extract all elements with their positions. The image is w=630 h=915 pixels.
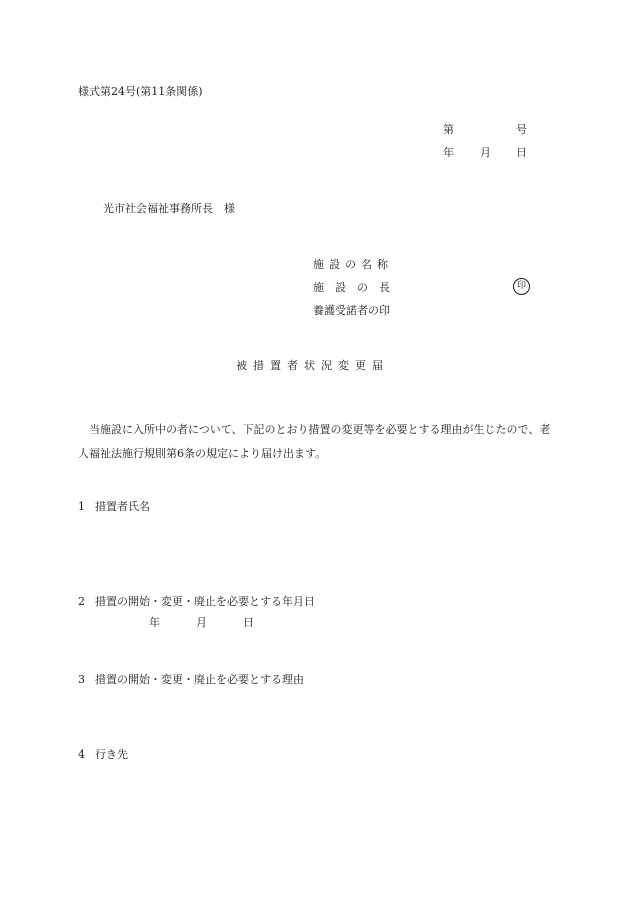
item-4-label: 行き先: [95, 748, 128, 761]
date-year-label: 年: [443, 146, 454, 159]
item-3-number: 3: [78, 673, 85, 686]
date-day-label: 日: [516, 146, 527, 159]
item-2-label: 措置の開始・変更・廃止を必要とする年月日: [95, 595, 315, 608]
form-number: 様式第24号(第11条関係): [78, 85, 203, 98]
item-3: [78, 674, 304, 685]
document-number-suffix: 号: [516, 123, 527, 136]
addressee: 光市社会福祉事務所長 様: [103, 202, 235, 215]
item-4: [78, 749, 128, 760]
document-title: 被措置者状況変更届: [236, 359, 389, 372]
seal-icon: 印: [513, 278, 530, 295]
item-2-date-year-label: 年: [149, 616, 160, 629]
item-4-number: 4: [78, 748, 85, 761]
facility-head-label: 施設の長: [313, 281, 401, 294]
item-1: [78, 501, 150, 512]
item-1-label: 措置者氏名: [95, 500, 150, 513]
facility-name-label: 施設の名称: [313, 258, 393, 271]
item-3-label: 措置の開始・変更・廃止を必要とする理由: [95, 673, 304, 686]
item-2-date-month-label: 月: [196, 616, 207, 629]
document-number-prefix: 第: [443, 123, 454, 136]
item-2-number: 2: [78, 595, 85, 608]
body-text: 当施設に入所中の者について、下記のとおり措置の変更等を必要とする理由が生じたので、老人福祉法施行規則第6条の規定により届け出ます。: [78, 423, 551, 460]
item-2: [78, 596, 315, 607]
date-month-label: 月: [480, 146, 491, 159]
item-1-number: 1: [78, 500, 85, 513]
guardian-seal-label: 養護受諾者の印: [313, 304, 390, 317]
item-2-date-day-label: 日: [243, 616, 254, 629]
